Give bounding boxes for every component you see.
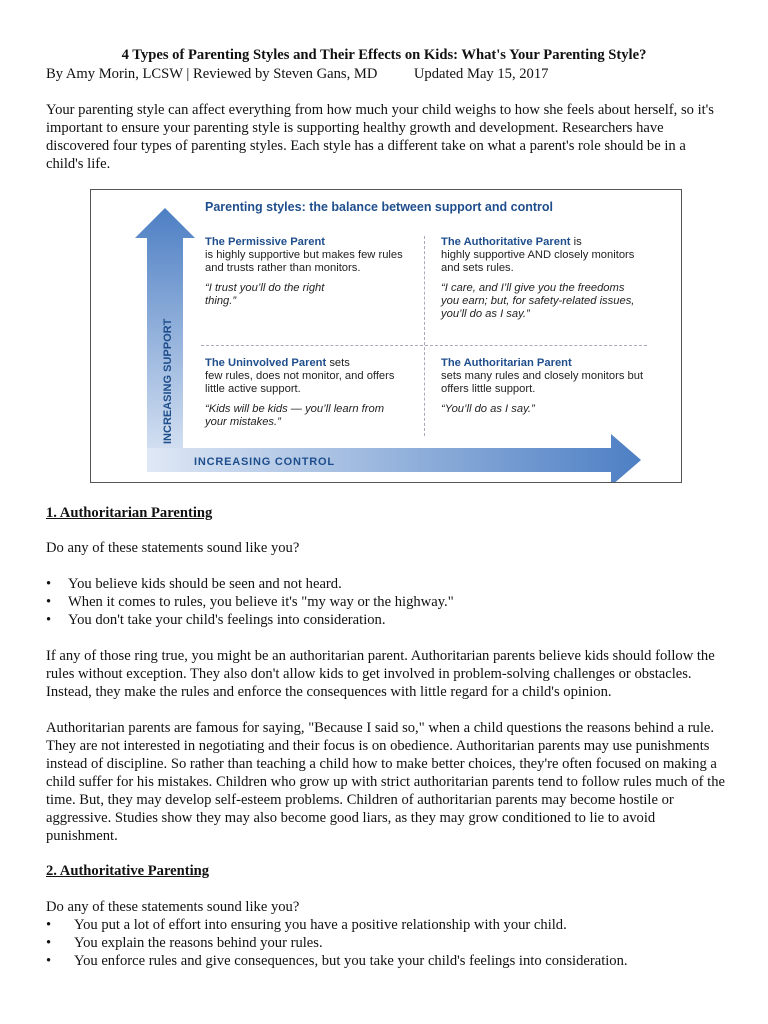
section2-prompt: Do any of these statements sound like you?	[46, 899, 300, 915]
authoritarian-text: sets many rules and closely monitors but offers little support.	[441, 370, 644, 395]
list-item: • You enforce rules and give consequences, but you take your child's feelings into consideration.	[46, 952, 628, 970]
y-axis-label: INCREASING SUPPORT	[162, 318, 174, 444]
quadrant-permissive	[205, 236, 405, 308]
quadrant-authoritarian	[441, 357, 666, 416]
list-item: • You put a lot of effort into ensuring you have a positive relationship with your child.	[46, 916, 628, 934]
figure-title: Parenting styles: the balance between support and control	[205, 200, 553, 214]
authoritarian-heading: The Authoritarian Parent	[441, 357, 572, 369]
authoritative-text: highly supportive AND closely monitors and sets rules.	[441, 249, 635, 274]
authoritarian-quote: “You’ll do as I say.”	[441, 403, 535, 415]
x-axis-label: INCREASING CONTROL	[194, 456, 335, 468]
uninvolved-heading: The Uninvolved Parent	[205, 357, 327, 369]
authoritative-quote: “I care, and I’ll give you the freedoms you earn; but, for safety-related issues, you’ll do as I say.”	[441, 282, 635, 320]
list-item: • You explain the reasons behind your rules.	[46, 934, 628, 952]
quadrant-authoritative	[441, 236, 666, 321]
byline: By Amy Morin, LCSW | Reviewed by Steven Gans, MD Updated May 15, 2017	[46, 66, 549, 82]
quadrant-divider-vertical	[424, 236, 425, 436]
list-item: • When it comes to rules, you believe it's "my way or the highway."	[46, 593, 454, 611]
uninvolved-heading-tail: sets	[326, 357, 350, 369]
permissive-heading: The Permissive Parent	[205, 236, 326, 248]
list-item: • You believe kids should be seen and not heard.	[46, 575, 454, 593]
uninvolved-text: few rules, does not monitor, and offers little active support.	[205, 370, 395, 395]
section1-paragraph-2: Authoritarian parents are famous for saying, "Because I said so," when a child questions the reasons behind a rule. They are not interested in negotiating and their focus is on obedience. Authoritarian parents may use punishments instead of discipline. So rather than teaching a child how to make better choices, they're often focused on making a child suffer for his mistakes. Children who grow up with strict authoritarian parents tend to follow rules much of the time. But, they may develop self-esteem problems. Children of authoritarian parents may become hostile or aggressive. Studies show they may also become good liars, as they may grow conditioned to lie to avoid punishment.	[46, 720, 726, 844]
authoritative-heading: The Authoritative Parent	[441, 236, 571, 248]
permissive-text: is highly supportive but makes few rules and trusts rather than monitors.	[205, 249, 403, 274]
section1-heading: 1. Authoritarian Parenting	[46, 505, 213, 521]
section1-paragraph-1: If any of those ring true, you might be an authoritarian parent. Authoritarian parents believe kids should follow the rules without exception. They also don't allow kids to get involved in problem-solving challenges or obstacles. Instead, they make the rules and enforce the consequences with little regard for a child's opinion.	[46, 648, 715, 700]
uninvolved-quote: “Kids will be kids — you’ll learn from your mistakes.”	[205, 403, 385, 428]
permissive-quote: “I trust you’ll do the right thing.”	[205, 282, 325, 307]
authoritative-heading-tail: is	[570, 236, 582, 248]
axes-arrows	[91, 190, 681, 482]
section1-prompt: Do any of these statements sound like you?	[46, 540, 300, 556]
document-title: 4 Types of Parenting Styles and Their Effects on Kids: What's Your Parenting Style?	[121, 47, 647, 63]
section1-bullet-list	[46, 575, 454, 629]
quadrant-uninvolved	[205, 357, 410, 429]
quadrant-divider-horizontal	[201, 345, 647, 346]
intro-paragraph: Your parenting style can affect everything from how much your child weighs to how she feels about herself, so it's important to ensure your parenting style is supporting healthy growth and development. Researchers have discovered four types of parenting styles. Each style has a different take on what a parent's role should be in a child's life.	[46, 102, 714, 172]
parenting-styles-figure	[90, 189, 682, 483]
list-item: • You don't take your child's feelings into consideration.	[46, 611, 454, 629]
section2-bullet-list	[46, 916, 628, 970]
section2-heading: 2. Authoritative Parenting	[46, 863, 210, 879]
